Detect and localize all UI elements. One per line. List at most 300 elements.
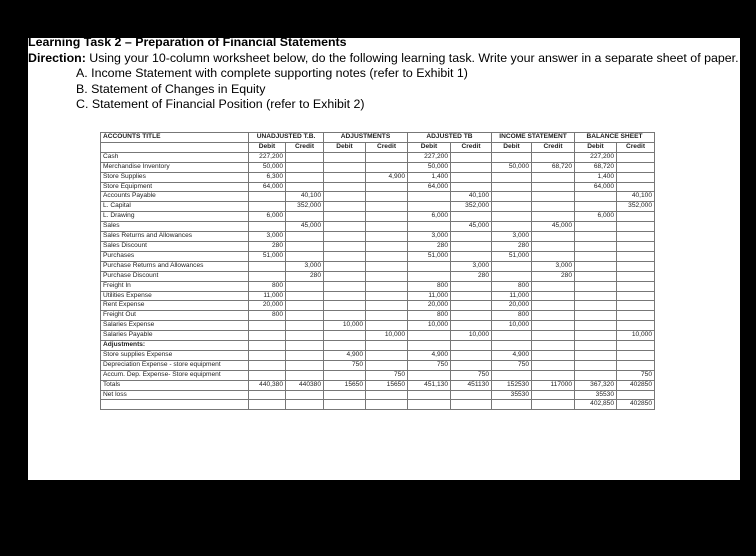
adjtb-debit-cell [408,202,451,212]
unadj-debit-cell [249,350,286,360]
subheader-credit: Credit [451,142,492,152]
adjtb-debit-cell: 51,000 [408,251,451,261]
account-name-cell [101,400,249,410]
direction-line [28,50,740,66]
bs-debit-cell: 68,720 [575,162,617,172]
unadj-credit-cell [286,390,324,400]
bs-credit-cell [617,291,655,301]
subheader-debit: Debit [575,142,617,152]
bs-debit-cell [575,331,617,341]
unadj-debit-cell: 11,000 [249,291,286,301]
unadj-debit-cell [249,390,286,400]
adjtb-credit-cell [451,301,492,311]
bs-debit-cell: 367,320 [575,380,617,390]
is-debit-cell [492,192,532,202]
bs-credit-cell [617,360,655,370]
is-debit-cell [492,182,532,192]
account-name-cell: Net loss [101,390,249,400]
account-name-cell: Adjustments: [101,341,249,351]
adjtb-credit-cell: 10,000 [451,331,492,341]
adjtb-credit-cell: 352,000 [451,202,492,212]
table-row [101,341,655,351]
adj-credit-cell [366,192,408,202]
adj-debit-cell [324,241,366,251]
account-name-cell: Freight In [101,281,249,291]
bs-credit-cell [617,172,655,182]
account-name-cell: Salaries Payable [101,331,249,341]
is-debit-cell [492,400,532,410]
bs-debit-cell: 1,400 [575,172,617,182]
is-credit-cell [532,281,575,291]
bs-credit-cell [617,251,655,261]
adjtb-debit-cell [408,341,451,351]
adj-credit-cell [366,350,408,360]
adj-credit-cell [366,162,408,172]
table-row [101,202,655,212]
is-debit-cell [492,202,532,212]
account-name-cell: Accum. Dep. Expense- Store equipment [101,370,249,380]
adjtb-credit-cell: 45,000 [451,222,492,232]
unadj-credit-cell [286,212,324,222]
unadj-debit-cell [249,271,286,281]
is-debit-cell: 51,000 [492,251,532,261]
unadj-debit-cell: 6,000 [249,212,286,222]
adjtb-credit-cell [451,291,492,301]
unadj-credit-cell [286,350,324,360]
subheader-debit: Debit [249,142,286,152]
is-credit-cell [532,390,575,400]
adjtb-debit-cell [408,370,451,380]
is-credit-cell [532,212,575,222]
unadj-debit-cell [249,370,286,380]
adj-debit-cell [324,172,366,182]
adjtb-credit-cell [451,152,492,162]
adjtb-debit-cell: 6,000 [408,212,451,222]
worksheet-body [101,152,655,410]
unadj-debit-cell: 280 [249,241,286,251]
is-credit-cell: 3,000 [532,261,575,271]
unadj-credit-cell [286,311,324,321]
adjtb-debit-cell: 20,000 [408,301,451,311]
bs-debit-cell [575,202,617,212]
is-credit-cell: 117000 [532,380,575,390]
adj-credit-cell [366,281,408,291]
is-debit-cell: 750 [492,360,532,370]
bs-debit-cell [575,301,617,311]
unadj-credit-cell: 40,100 [286,192,324,202]
unadj-credit-cell [286,331,324,341]
bs-credit-cell [617,301,655,311]
adjtb-debit-cell: 50,000 [408,162,451,172]
unadj-debit-cell: 3,000 [249,232,286,242]
adjtb-credit-cell [451,182,492,192]
unadj-debit-cell [249,222,286,232]
table-row [101,251,655,261]
is-debit-cell [492,152,532,162]
adj-credit-cell [366,261,408,271]
table-row [101,192,655,202]
adj-credit-cell: 750 [366,370,408,380]
adj-credit-cell [366,341,408,351]
adjtb-credit-cell [451,350,492,360]
bs-debit-cell [575,360,617,370]
adjtb-credit-cell [451,341,492,351]
adjtb-credit-cell [451,241,492,251]
adjtb-debit-cell: 800 [408,281,451,291]
unadj-credit-cell [286,182,324,192]
adj-credit-cell [366,311,408,321]
is-debit-cell [492,370,532,380]
table-row [101,321,655,331]
unadj-credit-cell [286,162,324,172]
is-credit-cell [532,301,575,311]
table-row [101,241,655,251]
adjtb-credit-cell [451,321,492,331]
account-name-cell: Purchase Returns and Allowances [101,261,249,271]
bs-debit-cell [575,370,617,380]
adjtb-credit-cell [451,162,492,172]
unadj-debit-cell: 51,000 [249,251,286,261]
ten-column-worksheet [100,132,655,410]
group-header-income-statement: INCOME STATEMENT [492,133,575,143]
account-name-cell: Store Supplies [101,172,249,182]
adjtb-credit-cell [451,251,492,261]
adj-debit-cell [324,271,366,281]
table-row [101,350,655,360]
bs-credit-cell [617,241,655,251]
bs-debit-cell [575,241,617,251]
adjtb-debit-cell [408,261,451,271]
bs-debit-cell [575,232,617,242]
account-name-cell: Store Equipment [101,182,249,192]
is-debit-cell [492,222,532,232]
table-row [101,152,655,162]
account-name-cell: Cash [101,152,249,162]
unadj-credit-cell [286,251,324,261]
is-credit-cell [532,202,575,212]
is-debit-cell: 50,000 [492,162,532,172]
account-name-cell: Sales Discount [101,241,249,251]
adj-credit-cell: 15650 [366,380,408,390]
unadj-debit-cell: 50,000 [249,162,286,172]
adjtb-debit-cell: 64,000 [408,182,451,192]
is-credit-cell [532,311,575,321]
bs-debit-cell: 227,200 [575,152,617,162]
adj-credit-cell [366,291,408,301]
group-header-unadjusted: UNADJUSTED T.B. [249,133,324,143]
adj-credit-cell [366,241,408,251]
adj-credit-cell: 10,000 [366,331,408,341]
is-debit-cell: 280 [492,241,532,251]
bs-credit-cell [617,390,655,400]
adjtb-debit-cell: 750 [408,360,451,370]
account-name-cell: Merchandise Inventory [101,162,249,172]
adj-credit-cell [366,182,408,192]
unadj-debit-cell: 64,000 [249,182,286,192]
adj-debit-cell [324,261,366,271]
adj-debit-cell [324,232,366,242]
table-row [101,162,655,172]
unadj-credit-cell [286,232,324,242]
table-row [101,311,655,321]
bs-credit-cell [617,182,655,192]
is-credit-cell [532,370,575,380]
task-heading [28,38,740,113]
bs-debit-cell: 35530 [575,390,617,400]
bs-credit-cell [617,162,655,172]
is-credit-cell [532,232,575,242]
adj-debit-cell [324,162,366,172]
adj-debit-cell: 4,900 [324,350,366,360]
adj-credit-cell [366,202,408,212]
account-name-cell: Purchase Discount [101,271,249,281]
unadj-credit-cell [286,400,324,410]
account-name-cell: Accounts Payable [101,192,249,202]
unadj-credit-cell [286,152,324,162]
bs-credit-cell: 352,000 [617,202,655,212]
is-debit-cell [492,341,532,351]
bs-credit-cell: 402850 [617,380,655,390]
bs-credit-cell: 402850 [617,400,655,410]
adj-debit-cell [324,251,366,261]
adj-debit-cell [324,222,366,232]
is-credit-cell [532,152,575,162]
adjtb-debit-cell: 280 [408,241,451,251]
adj-credit-cell [366,212,408,222]
unadj-debit-cell [249,360,286,370]
is-credit-cell [532,241,575,251]
account-name-cell: Sales Returns and Allowances [101,232,249,242]
bs-debit-cell [575,281,617,291]
is-debit-cell [492,331,532,341]
unadj-debit-cell [249,261,286,271]
table-row [101,331,655,341]
is-debit-cell: 800 [492,281,532,291]
direction-label: Direction: [28,51,86,65]
adj-debit-cell [324,341,366,351]
unadj-credit-cell: 280 [286,271,324,281]
adj-credit-cell: 4,900 [366,172,408,182]
account-name-cell: Salaries Expense [101,321,249,331]
adj-credit-cell [366,152,408,162]
is-credit-cell [532,331,575,341]
is-credit-cell [532,192,575,202]
group-header-balance-sheet: BALANCE SHEET [575,133,655,143]
table-row [101,400,655,410]
adj-credit-cell [366,232,408,242]
adjtb-credit-cell [451,172,492,182]
account-name-cell: L. Drawing [101,212,249,222]
account-name-cell: Store supplies Expense [101,350,249,360]
is-credit-cell [532,400,575,410]
adj-debit-cell: 750 [324,360,366,370]
bs-credit-cell [617,311,655,321]
adjtb-debit-cell [408,192,451,202]
is-credit-cell [532,251,575,261]
adj-debit-cell [324,182,366,192]
adjtb-credit-cell [451,360,492,370]
bs-credit-cell: 40,100 [617,192,655,202]
task-item-b: B. Statement of Changes in Equity [76,81,266,96]
table-row [101,370,655,380]
bs-credit-cell [617,261,655,271]
adj-credit-cell [366,222,408,232]
adj-debit-cell [324,152,366,162]
task-item-a: A. Income Statement with complete supporting notes (refer to Exhibit 1) [76,66,468,80]
unadj-credit-cell [286,301,324,311]
adjtb-credit-cell: 750 [451,370,492,380]
is-credit-cell [532,291,575,301]
table-row [101,380,655,390]
adj-debit-cell [324,291,366,301]
is-credit-cell [532,182,575,192]
is-debit-cell [492,212,532,222]
adj-debit-cell [324,212,366,222]
adj-debit-cell [324,202,366,212]
adj-credit-cell [366,400,408,410]
adj-credit-cell [366,390,408,400]
subheader-credit: Credit [532,142,575,152]
is-credit-cell [532,350,575,360]
adj-debit-cell [324,301,366,311]
bs-debit-cell [575,341,617,351]
bs-credit-cell: 750 [617,370,655,380]
is-debit-cell [492,172,532,182]
bs-debit-cell [575,311,617,321]
unadj-credit-cell [286,241,324,251]
unadj-debit-cell [249,400,286,410]
task-item-c: C. Statement of Financial Position (refer to Exhibit 2) [76,97,365,111]
unadj-debit-cell [249,341,286,351]
bs-credit-cell [617,350,655,360]
group-header-adjusted: ADJUSTED TB [408,133,492,143]
table-row [101,390,655,400]
unadj-credit-cell [286,291,324,301]
is-credit-cell: 280 [532,271,575,281]
adjtb-debit-cell [408,390,451,400]
bs-credit-cell [617,152,655,162]
adjtb-debit-cell: 227,200 [408,152,451,162]
subheader-debit: Debit [492,142,532,152]
adj-credit-cell [366,321,408,331]
subheader-blank [101,142,249,152]
table-row [101,281,655,291]
account-name-cell: Rent Expense [101,301,249,311]
unadj-credit-cell: 352,000 [286,202,324,212]
unadj-debit-cell: 800 [249,281,286,291]
table-row [101,232,655,242]
unadj-debit-cell: 440,380 [249,380,286,390]
adj-debit-cell [324,192,366,202]
adj-debit-cell: 10,000 [324,321,366,331]
adjtb-credit-cell [451,212,492,222]
is-debit-cell: 35530 [492,390,532,400]
bs-debit-cell [575,251,617,261]
adjtb-debit-cell [408,271,451,281]
adj-debit-cell [324,281,366,291]
is-debit-cell: 152530 [492,380,532,390]
unadj-credit-cell [286,341,324,351]
unadj-debit-cell [249,331,286,341]
unadj-debit-cell [249,192,286,202]
bs-credit-cell [617,341,655,351]
worksheet-page [28,38,740,480]
subheader-credit: Credit [286,142,324,152]
adjtb-debit-cell: 3,000 [408,232,451,242]
is-credit-cell: 68,720 [532,162,575,172]
account-name-cell: Purchases [101,251,249,261]
bs-credit-cell [617,271,655,281]
bs-debit-cell [575,222,617,232]
unadj-credit-cell [286,360,324,370]
adj-debit-cell [324,390,366,400]
direction-text: Using your 10-column worksheet below, do the following learning task. Write your answer in a separate sheet of paper. [85,51,739,65]
bs-debit-cell [575,291,617,301]
adjtb-debit-cell: 451,130 [408,380,451,390]
adjtb-credit-cell [451,311,492,321]
table-row [101,271,655,281]
is-debit-cell: 11,000 [492,291,532,301]
unadj-credit-cell [286,172,324,182]
subheader-row [101,142,655,152]
bs-credit-cell [617,321,655,331]
unadj-credit-cell [286,321,324,331]
table-row [101,182,655,192]
adjtb-credit-cell: 40,100 [451,192,492,202]
table-row [101,261,655,271]
bs-debit-cell: 6,000 [575,212,617,222]
accounts-title-header: ACCOUNTS TITLE [101,133,249,143]
table-row [101,172,655,182]
unadj-debit-cell: 20,000 [249,301,286,311]
adjtb-credit-cell: 3,000 [451,261,492,271]
adjtb-debit-cell: 11,000 [408,291,451,301]
group-header-adjustments: ADJUSTMENTS [324,133,408,143]
is-debit-cell: 4,900 [492,350,532,360]
adj-debit-cell [324,311,366,321]
subheader-debit: Debit [408,142,451,152]
unadj-debit-cell: 800 [249,311,286,321]
adjtb-debit-cell [408,331,451,341]
bs-debit-cell [575,261,617,271]
adj-credit-cell [366,271,408,281]
is-debit-cell [492,261,532,271]
is-debit-cell: 3,000 [492,232,532,242]
subheader-debit: Debit [324,142,366,152]
unadj-credit-cell [286,281,324,291]
is-credit-cell [532,321,575,331]
adjtb-credit-cell [451,281,492,291]
is-credit-cell [532,360,575,370]
bs-credit-cell [617,232,655,242]
unadj-credit-cell: 3,000 [286,261,324,271]
table-row [101,301,655,311]
bs-debit-cell [575,350,617,360]
bs-credit-cell [617,222,655,232]
adjtb-credit-cell [451,232,492,242]
is-credit-cell: 45,000 [532,222,575,232]
adj-credit-cell [366,301,408,311]
adjtb-credit-cell: 451130 [451,380,492,390]
unadj-credit-cell: 45,000 [286,222,324,232]
adj-debit-cell [324,400,366,410]
table-row [101,212,655,222]
task-title: Learning Task 2 – Preparation of Financial Statements [28,38,347,49]
adjtb-debit-cell: 1,400 [408,172,451,182]
unadj-debit-cell [249,321,286,331]
is-credit-cell [532,341,575,351]
bs-credit-cell: 10,000 [617,331,655,341]
